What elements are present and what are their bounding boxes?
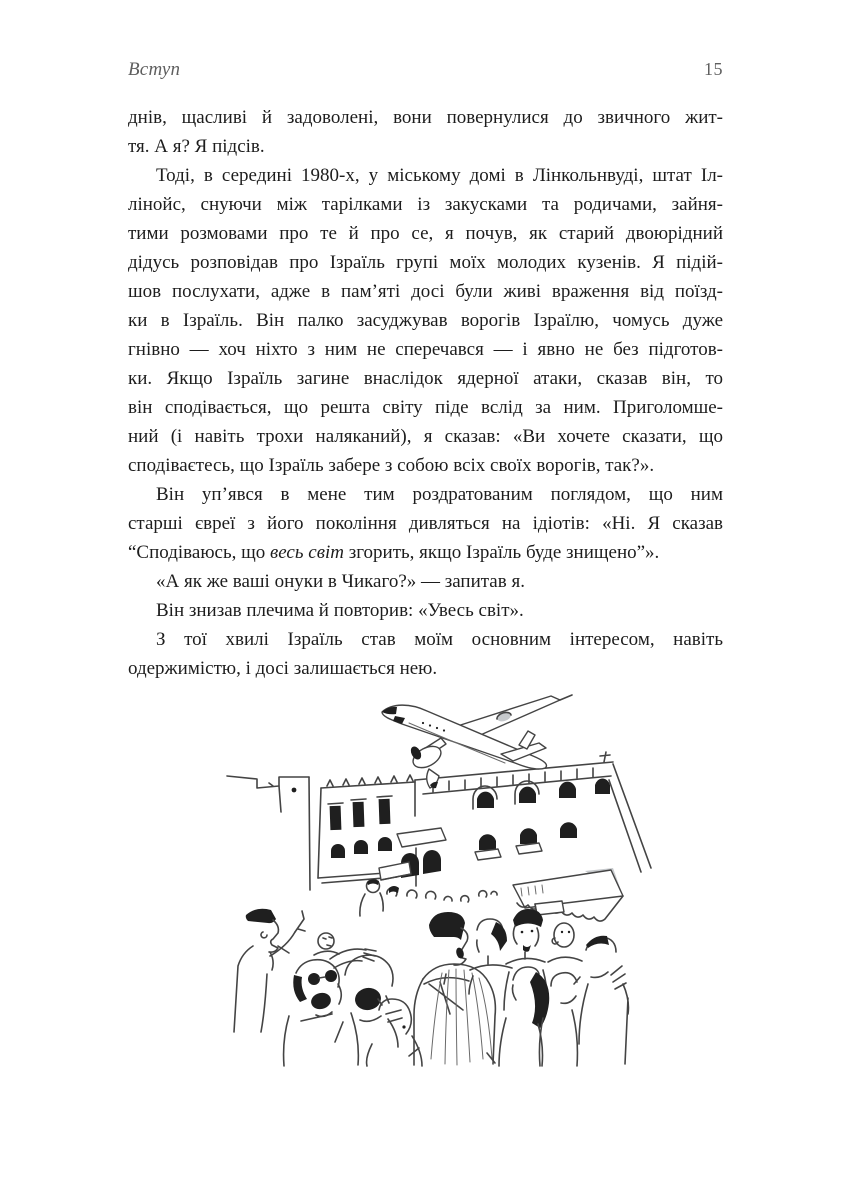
body-text <box>128 103 723 683</box>
illustration-svg <box>183 682 673 1067</box>
text-line: ки. Якщо Ізраїль загине внаслідок ядерної атаки, сказав він, то <box>128 368 723 389</box>
crowd-sketch <box>234 879 628 1066</box>
page-number: 15 <box>704 59 723 79</box>
text-line: дідусь розповідав про Ізраїль групі моїх молодих кузенів. Я підій- <box>128 252 723 273</box>
text-line: днів, щасливі й задоволені, вони повернулися до звичного жит- <box>128 107 723 128</box>
text-line: Він уп’явся в мене тим роздратованим поглядом, що ним <box>156 484 723 505</box>
text-line: одержимістю, і досі залишається нею. <box>128 658 438 679</box>
text-line: “Сподіваюсь, що весь світ згорить, якщо Ізраїль буде знищено”». <box>128 542 660 563</box>
text-line: гнівно — хоч ніхто з ним не сперечався — і явно не без підготов- <box>128 339 723 360</box>
text-line: Тоді, в середині 1980-х, у міському домі в Лінкольнвуді, штат Іл- <box>156 165 723 186</box>
text-line: сподіваєтесь, що Ізраїль забере з собою всіх своїх ворогів, так?». <box>128 455 655 476</box>
text-line: «А як же ваші онуки в Чикаго?» — запитав я. <box>156 571 525 592</box>
text-line: він сподівається, що решта світу піде вслід за ним. Приголомше- <box>128 397 723 418</box>
text-line: шов послухати, адже в пам’яті досі були живі враження від поїзд- <box>128 281 723 302</box>
text-line: ки в Ізраїль. Він палко засуджував ворогів Ізраїлю, чомусь дуже <box>128 310 723 331</box>
text-line: ний (і навіть трохи наляканий), я сказав: «Ви хочете сказати, що <box>128 426 723 447</box>
text-line: лінойс, снуючи між тарілками із закусками та родичами, зайня- <box>128 194 723 215</box>
text-line: Він знизав плечима й повторив: «Увесь світ». <box>156 600 524 621</box>
running-head <box>128 58 723 81</box>
crowd-watching-jet-illustration <box>183 682 673 1067</box>
text-line: тя. А я? Я підсів. <box>128 136 265 157</box>
text-line: тими розмовами про те й про се, я почув, як старий двоюрідний <box>128 223 723 244</box>
text-line: старші євреї з його покоління дивляться на ідіотів: «Ні. Я сказав <box>128 513 723 534</box>
text-line: З тої хвилі Ізраїль став моїм основним інтересом, навіть <box>156 629 723 650</box>
chapter-title: Вступ <box>128 59 181 80</box>
